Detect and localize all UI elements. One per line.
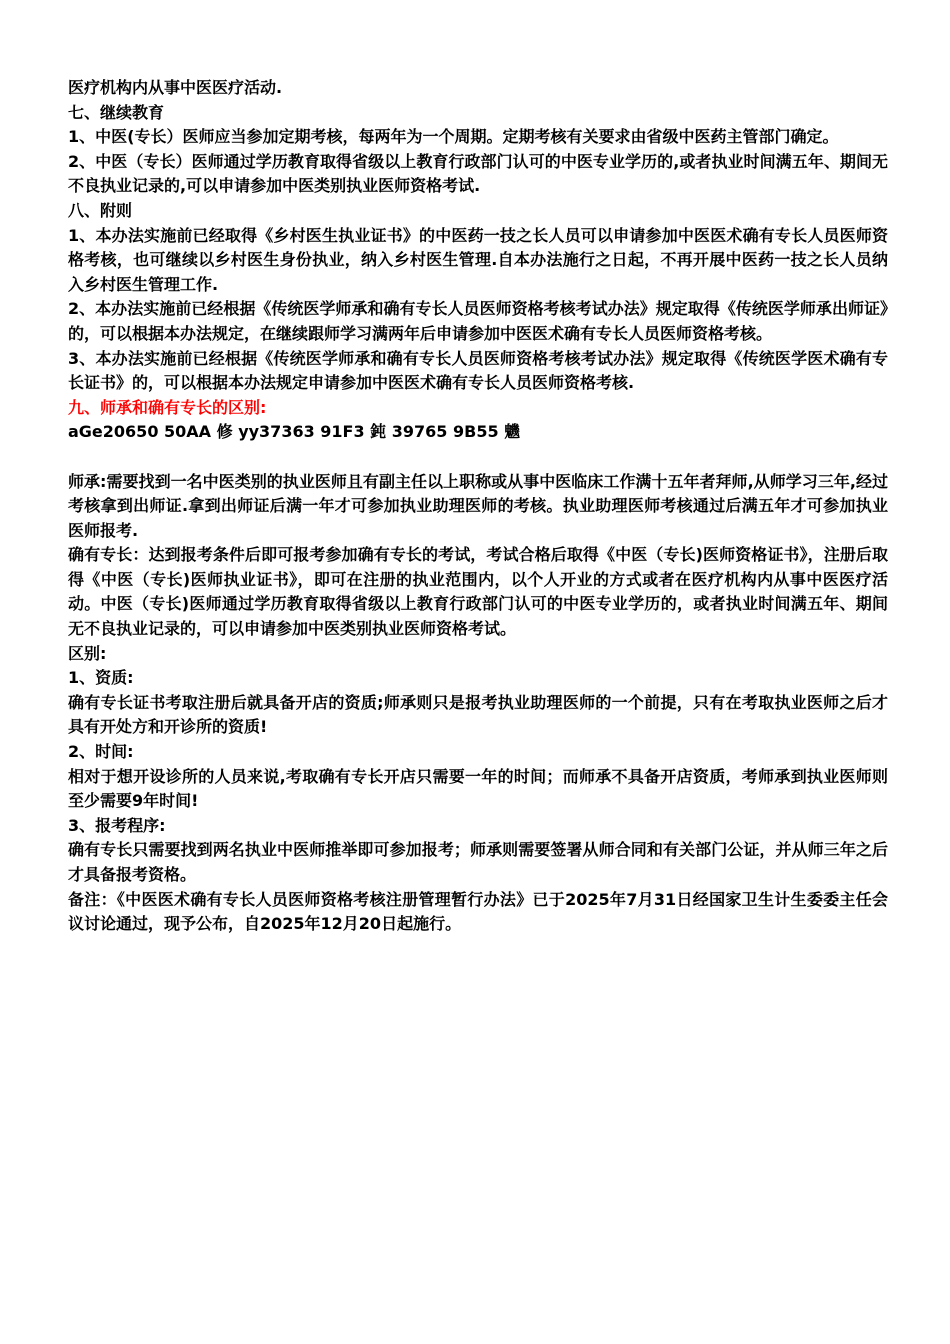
difference-2-title: 2、时间: — [68, 742, 134, 762]
difference-heading: 区别: — [68, 643, 107, 663]
paragraph-zhuanchang: 确有专长：达到报考条件后即可报考参加确有专长的考试，考试合格后取得《中医（专长)医师资格证书》，注册后取得《中医（专长)医师执业证书》，即可在注册的执业范围内，以个人开业的方式或者在医疗机构内从事中医医疗活动。中医（专长)医师通过学历教育取得省级以上教育行政部门认可的中医专业学历的，或者执业时间满五年、期间无不良执业记录的，可以申请参加中医类别执业医师资格考试。 — [68, 545, 888, 639]
document-page — [68, 76, 888, 937]
difference-3-title: 3、报考程序: — [68, 815, 166, 835]
paragraph-8-3: 3、本办法实施前已经根据《传统医学师承和确有专长人员医师资格考核考试办法》规定取得《传统医学医术确有专长证书》的，可以根据本办法规定申请参加中医医术确有专长人员医师资格考核. — [68, 348, 888, 393]
paragraph-8-2: 2、本办法实施前已经根据《传统医学师承和确有专长人员医师资格考核考试办法》规定取得《传统医学师承出师证》的，可以根据本办法规定，在继续跟师学习满两年后申请参加中医医术确有专长人员医师资格考核。 — [68, 299, 888, 343]
section-heading-9: 九、师承和确有专长的区别: — [68, 397, 267, 417]
paragraph-shicheng: 师承:需要找到一名中医类别的执业医师且有副主任以上职称或从事中医临床工作满十五年者拜师,从师学习三年,经过考核拿到出师证.拿到出师证后满一年才可参加执业助理医师的考核。执业助理医师考核通过后满五年才可参加执业医师报考. — [68, 471, 888, 540]
difference-1-text: 确有专长证书考取注册后就具备开店的资质;师承则只是报考执业助理医师的一个前提，只有在考取执业医师之后才具有开处方和开诊所的资质! — [68, 692, 888, 737]
blank-line — [68, 445, 888, 470]
paragraph-continuation: 医疗机构内从事中医医疗活动. — [68, 78, 283, 97]
section-heading-7: 七、继续教育 — [68, 102, 165, 122]
note-paragraph: 备注：《中医医术确有专长人员医师资格考核注册管理暂行办法》已于2025年7月31日经国家卫生计生委委主任会议讨论通过，现予公布，自2025年12月20日起施行。 — [68, 889, 888, 934]
paragraph-7-1: 1、中医(专长）医师应当参加定期考核，每两年为一个周期。定期考核有关要求由省级中医药主管部门确定。 — [68, 127, 839, 147]
difference-2-text: 相对于想开设诊所的人员来说,考取确有专长开店只需要一年的时间；而师承不具备开店资质，考师承到执业医师则至少需要9年时间! — [68, 766, 888, 811]
section-heading-8: 八、附则 — [68, 200, 133, 220]
paragraph-8-1: 1、本办法实施前已经取得《乡村医生执业证书》的中医药一技之长人员可以申请参加中医医术确有专长人员医师资格考核，也可继续以乡村医生身份执业，纳入乡村医生管理.自本办法施行之日起，不再开展中医药一技之长人员纳入乡村医生管理工作. — [68, 225, 888, 294]
code-line: aGe20650 50AA 修 yy37363 91F3 鈍 39765 9B55 魕 — [68, 422, 521, 442]
paragraph-7-2: 2、中医（专长）医师通过学历教育取得省级以上教育行政部门认可的中医专业学历的,或者执业时间满五年、期间无不良执业记录的,可以申请参加中医类别执业医师资格考试. — [68, 151, 888, 196]
difference-1-title: 1、资质: — [68, 668, 134, 688]
difference-3-text: 确有专长只需要找到两名执业中医师推举即可参加报考；师承则需要签署从师合同和有关部门公证，并从师三年之后才具备报考资格。 — [68, 840, 888, 884]
